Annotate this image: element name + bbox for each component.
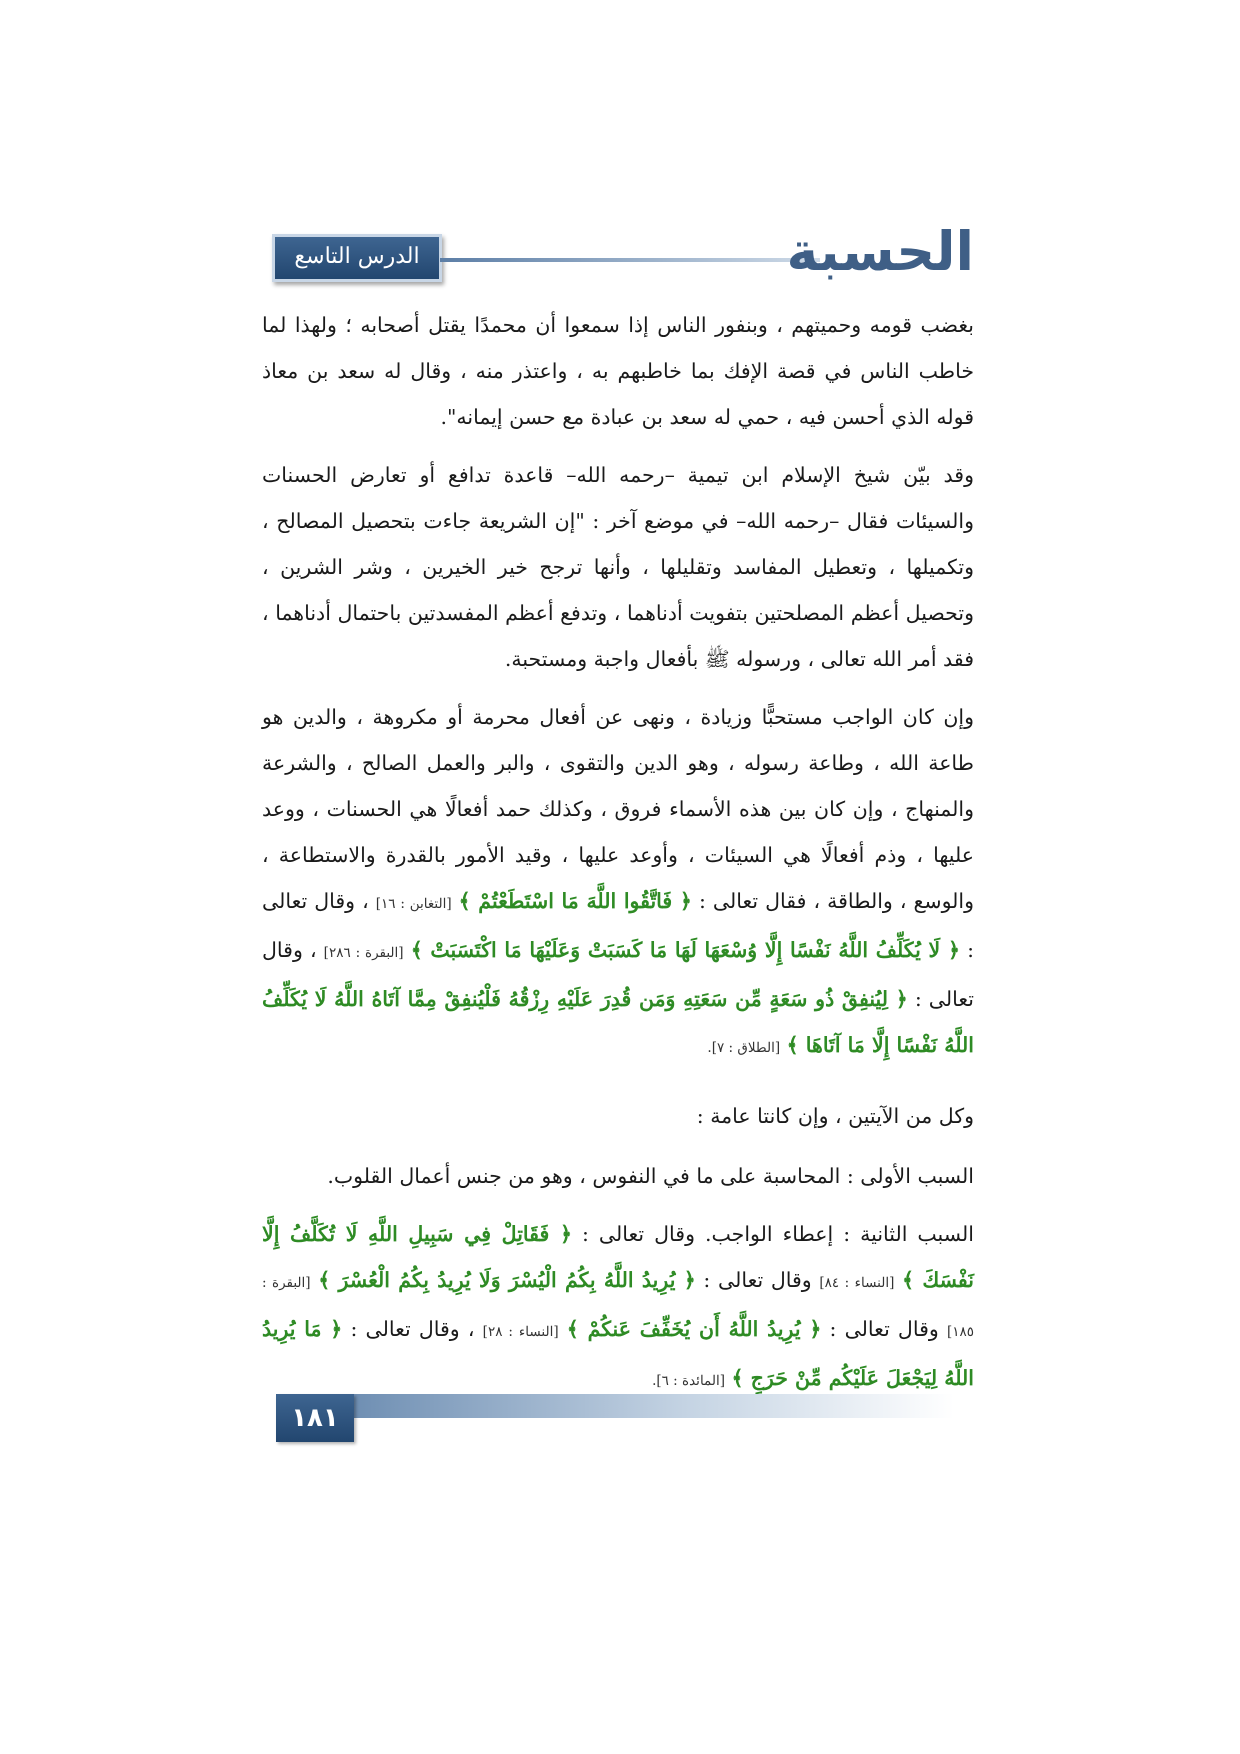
paragraph-1: بغضب قومه وحميتهم ، وبنفور الناس إذا سمعوا أن محمدًا يقتل أصحابه ؛ ولهذا لما خاطب الناس في قصة الإفك بما خاطبهم به ، واعتذر منه ، وقال له سعد بن معاذ قوله الذي أحسن فيه ، حمي له سعد بن عبادة مع حسن إيمانه".	[262, 313, 974, 429]
header-divider	[440, 258, 820, 262]
page-content	[262, 302, 974, 1416]
quran-verse: ﴿ يُرِيدُ اللَّهُ بِكُمُ الْيُسْرَ وَلَا يُرِيدُ بِكُمُ الْعُسْرَ ﴾	[318, 1268, 696, 1292]
paragraph-2: وقد بيّن شيخ الإسلام ابن تيمية –رحمه الله– قاعدة تدافع أو تعارض الحسنات والسيئات فقال –رحمه الله– في موضع آخر : "إن الشريعة جاءت بتحصيل المصالح ، وتكميلها ، وتعطيل المفاسد وتقليلها ، وأنها ترجح خير الخيرين ، وشر الشرين ، وتحصيل أعظم المصلحتين بتفويت أدناهما ، وتدفع أعظم المفسدتين باحتمال أدناهما ، فقد أمر الله تعالى ، ورسوله ﷺ بأفعال واجبة ومستحبة.	[262, 463, 974, 671]
paragraph-3	[262, 694, 974, 1071]
paragraph-3-text-c: ، وقال تعالى :	[262, 938, 974, 1011]
paragraph-6-text-d: ، وقال تعالى :	[350, 1317, 475, 1341]
verse-reference: [البقرة : ٢٨٦]	[323, 945, 404, 961]
paragraph-6-text-b: وقال تعالى :	[703, 1268, 812, 1292]
paragraph-6-text-c: وقال تعالى :	[829, 1317, 939, 1341]
footer-divider	[354, 1394, 954, 1418]
paragraph-5: السبب الأولى : المحاسبة على ما في النفوس ، وهو من جنس أعمال القلوب.	[327, 1164, 974, 1188]
verse-reference: [النساء : ٢٨]	[482, 1324, 559, 1340]
quran-verse: ﴿ يُرِيدُ اللَّهُ أَن يُخَفِّفَ عَنكُمْ ﴾	[566, 1317, 822, 1341]
lesson-badge: الدرس التاسع	[272, 234, 442, 282]
verse-reference: [التغابن : ١٦]	[375, 896, 452, 912]
quran-verse: ﴿ فَاتَّقُوا اللَّهَ مَا اسْتَطَعْتُمْ ﴾	[458, 889, 692, 913]
quran-verse: ﴿ لَا يُكَلِّفُ اللَّهُ نَفْسًا إِلَّا وُسْعَهَا لَهَا مَا كَسَبَتْ وَعَلَيْهَا مَا اكْتَسَبَتْ ﴾	[410, 938, 960, 962]
quran-verse: ﴿ فَقَاتِلْ فِي سَبِيلِ اللَّهِ لَا تُكَلَّفُ إِلَّا نَفْسَكَ ﴾	[262, 1222, 974, 1292]
page-number: ١٨١	[276, 1394, 354, 1442]
page-header	[262, 220, 974, 290]
verse-reference: [المائدة : ٦].	[652, 1373, 725, 1389]
paragraph-3-text-a: وإن كان الواجب مستحبًّا وزيادة ، ونهى عن أفعال محرمة أو مكروهة ، والدين هو طاعة الله ، وطاعة رسوله ، وهو الدين والتقوى ، والبر والعمل الصالح ، والشرعة والمنهاج ، وإن كان بين هذه الأسماء فروق ، وكذلك حمد أفعالًا هي الحسنات ، ووعد عليها ، وذم أفعالًا هي السيئات ، وأوعد عليها ، وقيد الأمور بالقدرة والاستطاعة ، والوسع ، والطاقة ، فقال تعالى :	[262, 705, 975, 913]
quran-verse: ﴿ مَا يُرِيدُ اللَّهُ لِيَجْعَلَ عَلَيْكُم مِّنْ حَرَجٍ ﴾	[262, 1317, 974, 1390]
paragraph-3-text-b: ، وقال تعالى :	[262, 889, 974, 962]
paragraph-6	[262, 1211, 974, 1404]
paragraph-6-text-a: السبب الثانية : إعطاء الواجب. وقال تعالى :	[582, 1222, 974, 1246]
quran-verse: ﴿ لِيُنفِقْ ذُو سَعَةٍ مِّن سَعَتِهِ وَمَن قُدِرَ عَلَيْهِ رِزْقُهُ فَلْيُنفِقْ مِمَّا آتَاهُ اللَّهُ لَا يُكَلِّفُ اللَّهُ نَفْسًا إِلَّا مَا آتَاهَا ﴾	[262, 987, 974, 1057]
book-title: الحسبة	[786, 220, 974, 283]
paragraph-4: وكل من الآيتين ، وإن كانتا عامة :	[696, 1104, 974, 1128]
verse-reference: [النساء : ٨٤]	[819, 1275, 895, 1291]
verse-reference: [البقرة : ١٨٥]	[262, 1275, 974, 1340]
page-footer	[276, 1394, 976, 1444]
verse-reference: [الطلاق : ٧].	[707, 1040, 781, 1056]
